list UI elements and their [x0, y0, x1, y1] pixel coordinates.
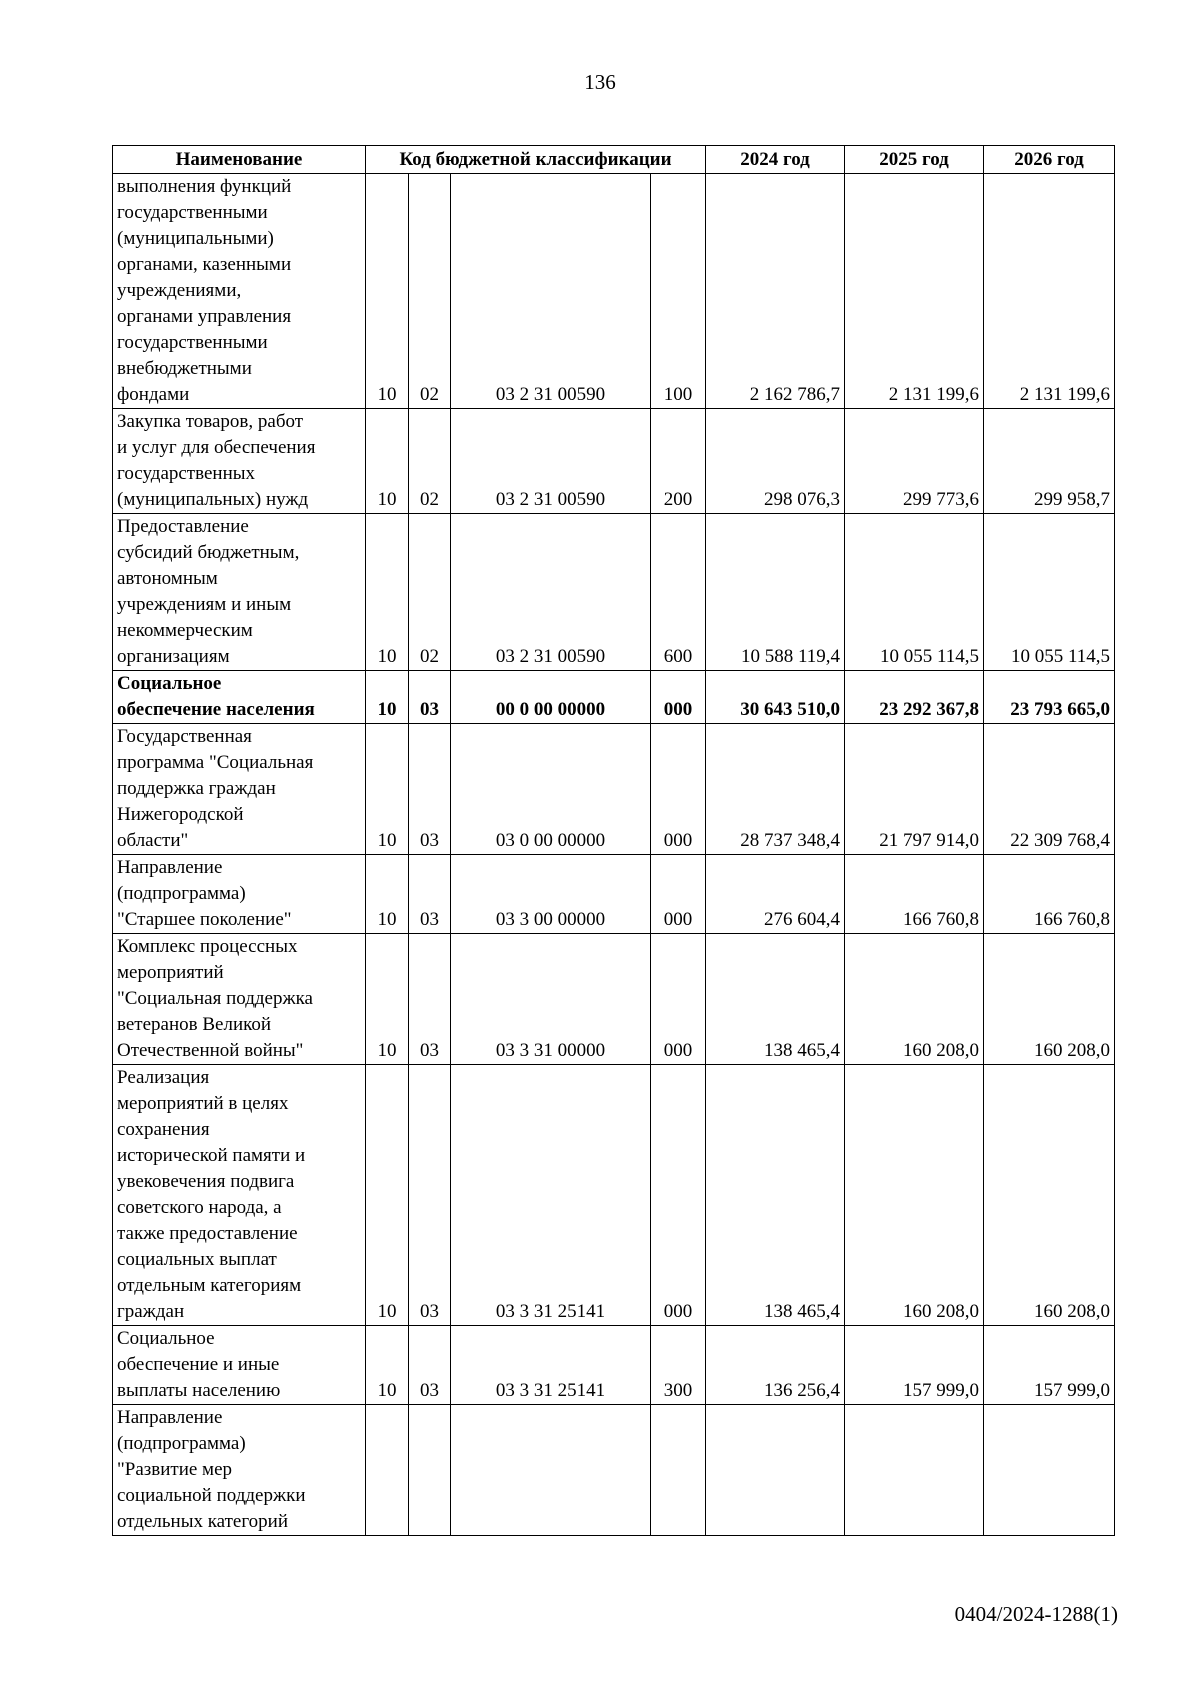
table-row — [113, 1326, 1115, 1405]
cell-amount-2026: 22 309 768,4 — [984, 724, 1115, 855]
cell-amount-2024: 136 256,4 — [706, 1326, 845, 1405]
cell-name: Предоставление субсидий бюджетным, автономным учреждениям и иным некоммерческим организациям — [113, 514, 366, 671]
cell-amount-2026: 23 793 665,0 — [984, 671, 1115, 724]
table-row — [113, 514, 1115, 671]
cell-target-article: 00 0 00 00000 — [451, 671, 651, 724]
cell-subsection: 02 — [409, 174, 451, 409]
cell-amount-2025: 160 208,0 — [845, 934, 984, 1065]
cell-amount-2026: 2 131 199,6 — [984, 174, 1115, 409]
cell-section: 10 — [366, 934, 409, 1065]
cell-target-article: 03 2 31 00590 — [451, 514, 651, 671]
cell-section — [366, 1405, 409, 1536]
cell-amount-2025: 157 999,0 — [845, 1326, 984, 1405]
cell-name: Закупка товаров, работ и услуг для обеспечения государственных (муниципальных) нужд — [113, 409, 366, 514]
cell-name: Социальное обеспечение населения — [113, 671, 366, 724]
cell-amount-2026: 157 999,0 — [984, 1326, 1115, 1405]
cell-target-article: 03 3 00 00000 — [451, 855, 651, 934]
cell-subsection: 02 — [409, 514, 451, 671]
cell-amount-2024: 30 643 510,0 — [706, 671, 845, 724]
cell-expense-type: 200 — [651, 409, 706, 514]
table-body — [113, 174, 1115, 1536]
cell-amount-2024: 28 737 348,4 — [706, 724, 845, 855]
cell-amount-2025: 21 797 914,0 — [845, 724, 984, 855]
header-code: Код бюджетной классификации — [366, 146, 706, 174]
cell-expense-type: 000 — [651, 1065, 706, 1326]
table-header-row — [113, 146, 1115, 174]
cell-amount-2026: 160 208,0 — [984, 934, 1115, 1065]
cell-amount-2024: 138 465,4 — [706, 1065, 845, 1326]
page-number: 136 — [584, 70, 616, 94]
cell-amount-2025: 2 131 199,6 — [845, 174, 984, 409]
cell-subsection: 03 — [409, 1326, 451, 1405]
cell-amount-2026: 160 208,0 — [984, 1065, 1115, 1326]
header-2024: 2024 год — [706, 146, 845, 174]
cell-amount-2026: 166 760,8 — [984, 855, 1115, 934]
cell-section: 10 — [366, 671, 409, 724]
cell-subsection — [409, 1405, 451, 1536]
cell-target-article: 03 2 31 00590 — [451, 409, 651, 514]
cell-section: 10 — [366, 1065, 409, 1326]
cell-section: 10 — [366, 409, 409, 514]
cell-amount-2025: 10 055 114,5 — [845, 514, 984, 671]
cell-amount-2026: 10 055 114,5 — [984, 514, 1115, 671]
cell-amount-2025: 299 773,6 — [845, 409, 984, 514]
cell-name: Направление (подпрограмма) "Старшее поколение" — [113, 855, 366, 934]
cell-section: 10 — [366, 724, 409, 855]
cell-amount-2025 — [845, 1405, 984, 1536]
cell-amount-2024: 10 588 119,4 — [706, 514, 845, 671]
table-row — [113, 671, 1115, 724]
table-row — [113, 724, 1115, 855]
cell-expense-type: 000 — [651, 724, 706, 855]
cell-subsection: 03 — [409, 934, 451, 1065]
cell-name: Социальное обеспечение и иные выплаты населению — [113, 1326, 366, 1405]
cell-amount-2026: 299 958,7 — [984, 409, 1115, 514]
table-row — [113, 855, 1115, 934]
cell-target-article: 03 0 00 00000 — [451, 724, 651, 855]
cell-amount-2026 — [984, 1405, 1115, 1536]
cell-subsection: 03 — [409, 855, 451, 934]
cell-amount-2025: 166 760,8 — [845, 855, 984, 934]
cell-name: Реализация мероприятий в целях сохранения исторической памяти и увековечения подвига советского народа, а также предоставление социальных выплат отдельным категориям граждан — [113, 1065, 366, 1326]
cell-name: Государственная программа "Социальная поддержка граждан Нижегородской области" — [113, 724, 366, 855]
cell-target-article: 03 3 31 25141 — [451, 1326, 651, 1405]
cell-subsection: 02 — [409, 409, 451, 514]
cell-target-article: 03 2 31 00590 — [451, 174, 651, 409]
budget-table — [112, 145, 1115, 1536]
cell-section: 10 — [366, 514, 409, 671]
cell-amount-2024: 138 465,4 — [706, 934, 845, 1065]
cell-amount-2024: 276 604,4 — [706, 855, 845, 934]
cell-amount-2024: 2 162 786,7 — [706, 174, 845, 409]
cell-expense-type: 000 — [651, 855, 706, 934]
document-number: 0404/2024-1288(1) — [954, 1602, 1118, 1626]
table-row — [113, 1065, 1115, 1326]
cell-name: Направление (подпрограмма) "Развитие мер социальной поддержки отдельных категорий — [113, 1405, 366, 1536]
table-row — [113, 934, 1115, 1065]
cell-amount-2025: 160 208,0 — [845, 1065, 984, 1326]
header-2026: 2026 год — [984, 146, 1115, 174]
cell-expense-type: 100 — [651, 174, 706, 409]
cell-name: выполнения функций государственными (муниципальными) органами, казенными учреждениями, органами управления государственными внебюджетными фондами — [113, 174, 366, 409]
cell-expense-type: 600 — [651, 514, 706, 671]
cell-expense-type — [651, 1405, 706, 1536]
cell-expense-type: 000 — [651, 934, 706, 1065]
cell-subsection: 03 — [409, 671, 451, 724]
cell-name: Комплекс процессных мероприятий "Социальная поддержка ветеранов Великой Отечественной войны" — [113, 934, 366, 1065]
cell-subsection: 03 — [409, 724, 451, 855]
cell-section: 10 — [366, 174, 409, 409]
cell-target-article: 03 3 31 00000 — [451, 934, 651, 1065]
table-row — [113, 1405, 1115, 1536]
cell-target-article: 03 3 31 25141 — [451, 1065, 651, 1326]
cell-section: 10 — [366, 855, 409, 934]
cell-expense-type: 000 — [651, 671, 706, 724]
table-row — [113, 409, 1115, 514]
cell-amount-2024 — [706, 1405, 845, 1536]
header-2025: 2025 год — [845, 146, 984, 174]
header-name: Наименование — [113, 146, 366, 174]
cell-section: 10 — [366, 1326, 409, 1405]
cell-target-article — [451, 1405, 651, 1536]
cell-amount-2025: 23 292 367,8 — [845, 671, 984, 724]
cell-amount-2024: 298 076,3 — [706, 409, 845, 514]
cell-subsection: 03 — [409, 1065, 451, 1326]
cell-expense-type: 300 — [651, 1326, 706, 1405]
table-row — [113, 174, 1115, 409]
